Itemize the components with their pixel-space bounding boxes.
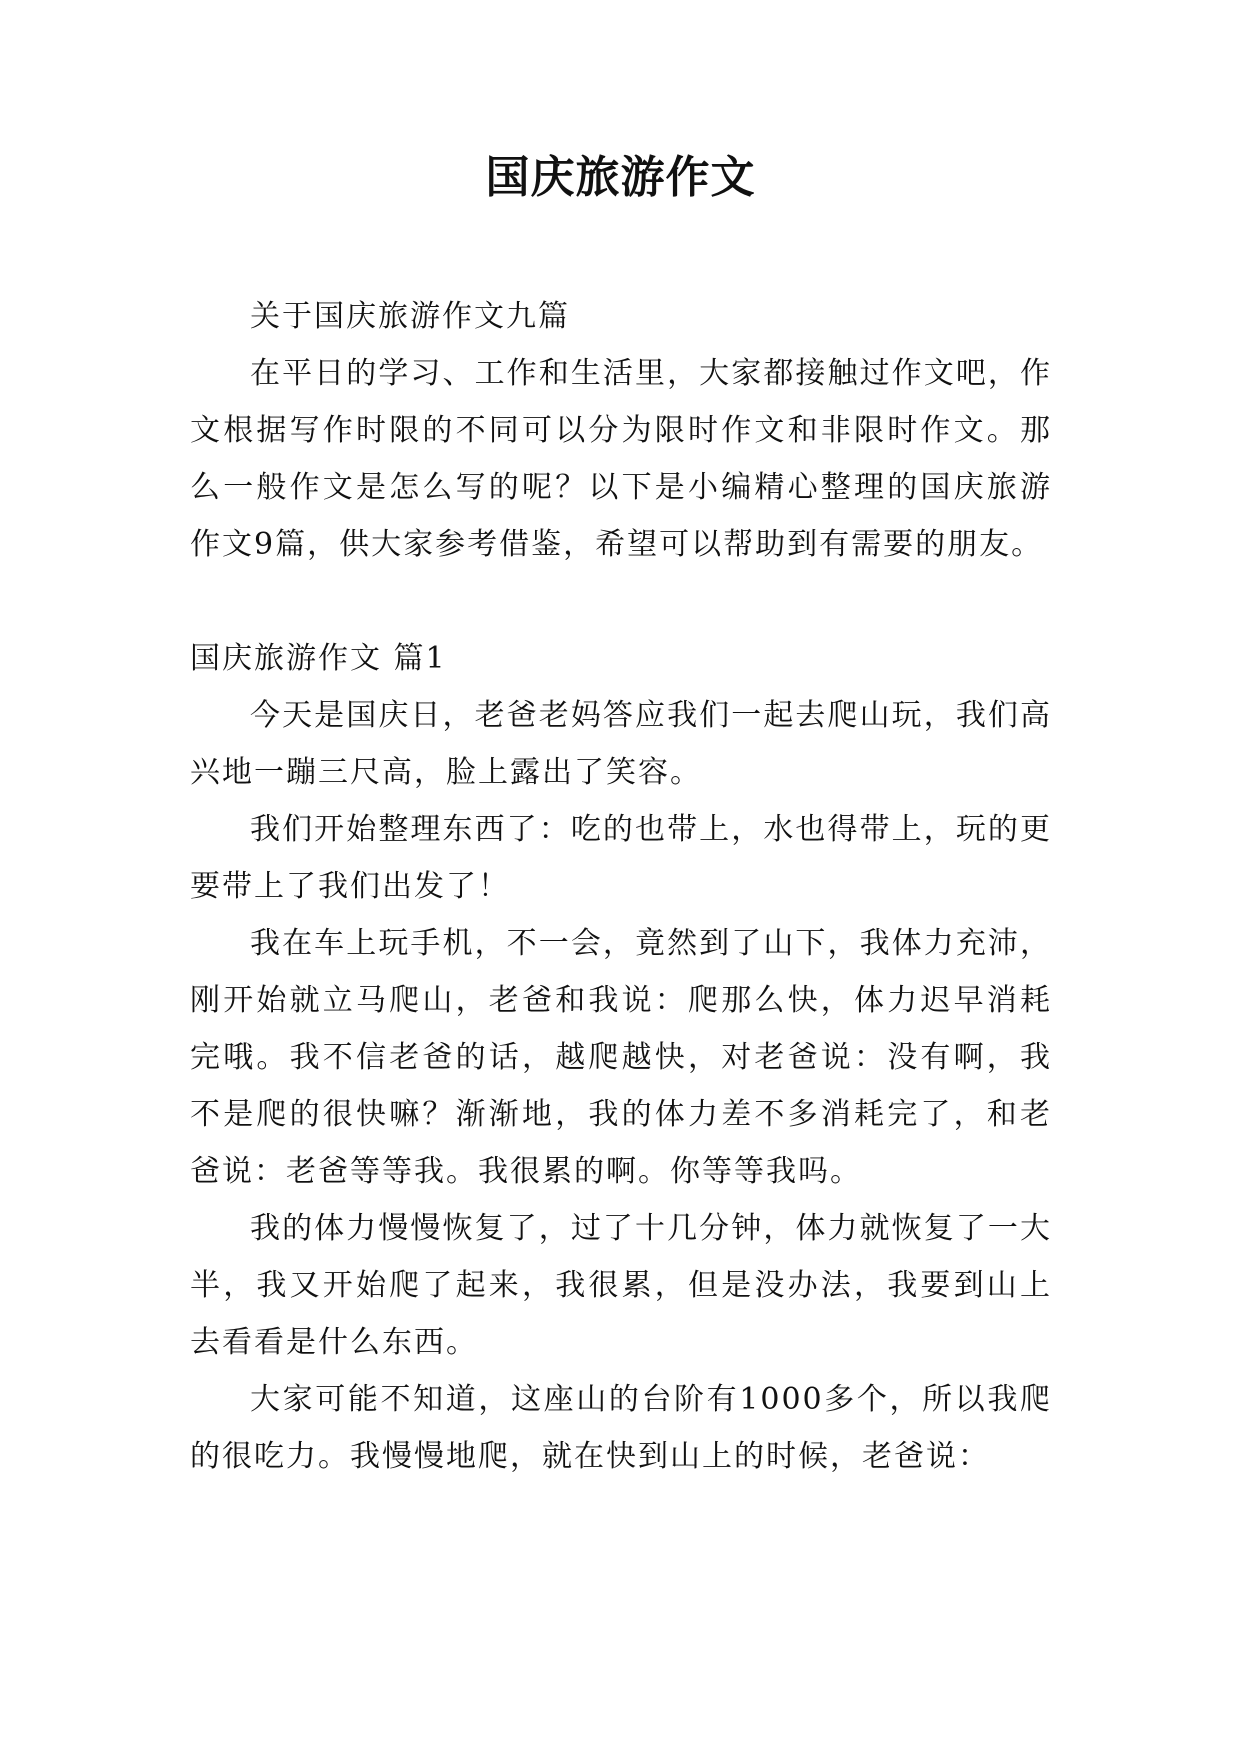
document-body — [190, 288, 1052, 1485]
paragraph-1: 今天是国庆日，老爸老妈答应我们一起去爬山玩，我们高兴地一蹦三尺高，脸上露出了笑容。 — [190, 698, 1052, 790]
section-heading: 国庆旅游作文 篇1 — [190, 641, 447, 676]
paragraph-4: 我的体力慢慢恢复了，过了十几分钟，体力就恢复了一大半，我又开始爬了起来，我很累，但是没办法，我要到山上去看看是什么东西。 — [190, 1211, 1052, 1360]
intro-paragraph: 在平日的学习、工作和生活里，大家都接触过作文吧，作文根据写作时限的不同可以分为限时作文和非限时作文。那么一般作文是怎么写的呢？以下是小编精心整理的国庆旅游作文9篇，供大家参考借鉴，希望可以帮助到有需要的朋友。 — [190, 356, 1052, 562]
document-title: 国庆旅游作文 — [485, 152, 756, 203]
paragraph-5: 大家可能不知道，这座山的台阶有1000多个，所以我爬的很吃力。我慢慢地爬，就在快到山上的时候，老爸说： — [190, 1382, 1052, 1474]
paragraph-2: 我们开始整理东西了：吃的也带上，水也得带上，玩的更要带上了我们出发了！ — [190, 812, 1052, 904]
intro-heading: 关于国庆旅游作文九篇 — [250, 299, 570, 334]
paragraph-3: 我在车上玩手机，不一会，竟然到了山下，我体力充沛，刚开始就立马爬山，老爸和我说：爬那么快，体力迟早消耗完哦。我不信老爸的话，越爬越快，对老爸说：没有啊，我不是爬的很快嘛？渐渐地，我的体力差不多消耗完了，和老爸说：老爸等等我。我很累的啊。你等等我吗。 — [190, 926, 1052, 1189]
